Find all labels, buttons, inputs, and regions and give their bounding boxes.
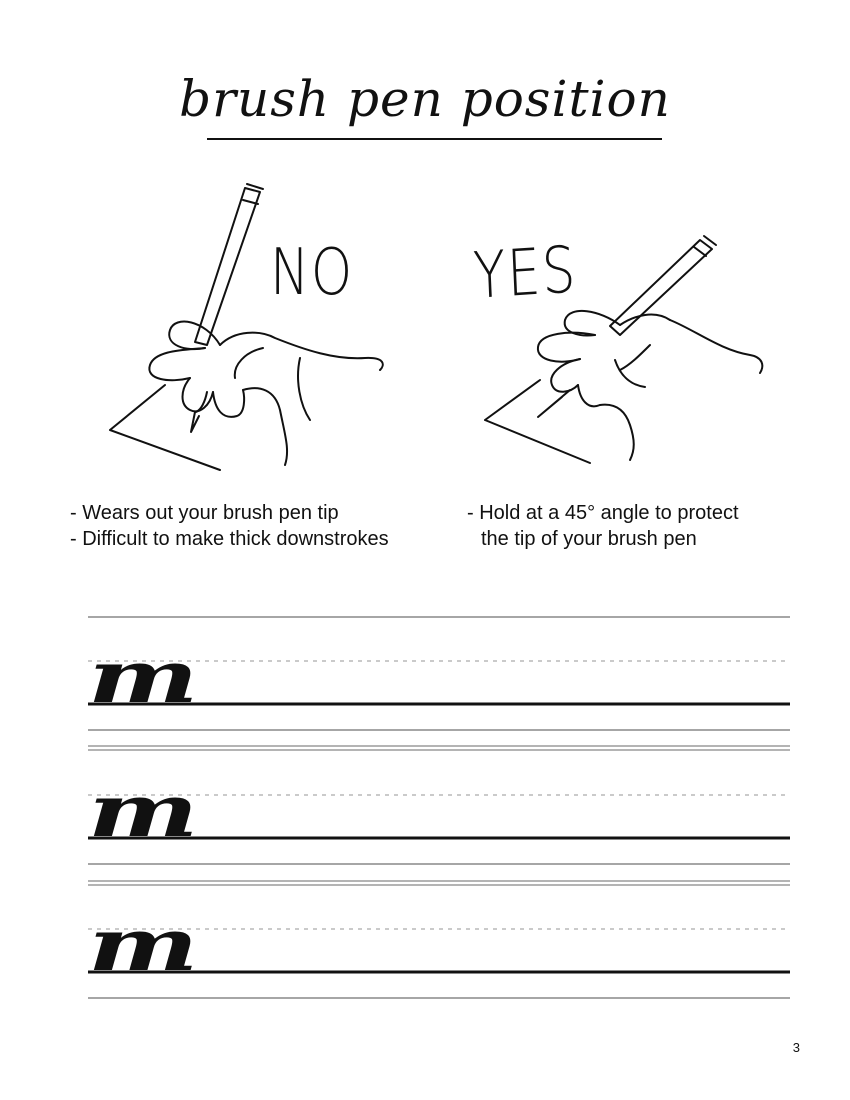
no-label: NO <box>270 236 354 310</box>
vertical-grip-illustration <box>95 180 415 480</box>
angled-grip-notes <box>467 500 739 552</box>
page-number: 3 <box>792 1040 800 1055</box>
practice-lines <box>0 600 850 1020</box>
note-item: - Difficult to make thick downstrokes <box>70 528 389 550</box>
note-item: the tip of your brush pen <box>481 528 697 550</box>
note-item: - Hold at a 45° angle to protect <box>467 502 739 524</box>
example-letter: m <box>88 769 199 854</box>
page-title: brush pen position <box>179 70 671 128</box>
practice-row <box>88 617 790 750</box>
note-item: - Wears out your brush pen tip <box>70 502 339 524</box>
practice-row <box>88 903 790 998</box>
example-letter: m <box>88 903 199 988</box>
title-underline <box>207 138 662 140</box>
page-title-block <box>170 50 680 150</box>
example-letter: m <box>88 635 199 720</box>
vertical-grip-notes <box>70 500 389 552</box>
practice-row <box>88 769 790 885</box>
yes-label: YES <box>472 233 579 314</box>
